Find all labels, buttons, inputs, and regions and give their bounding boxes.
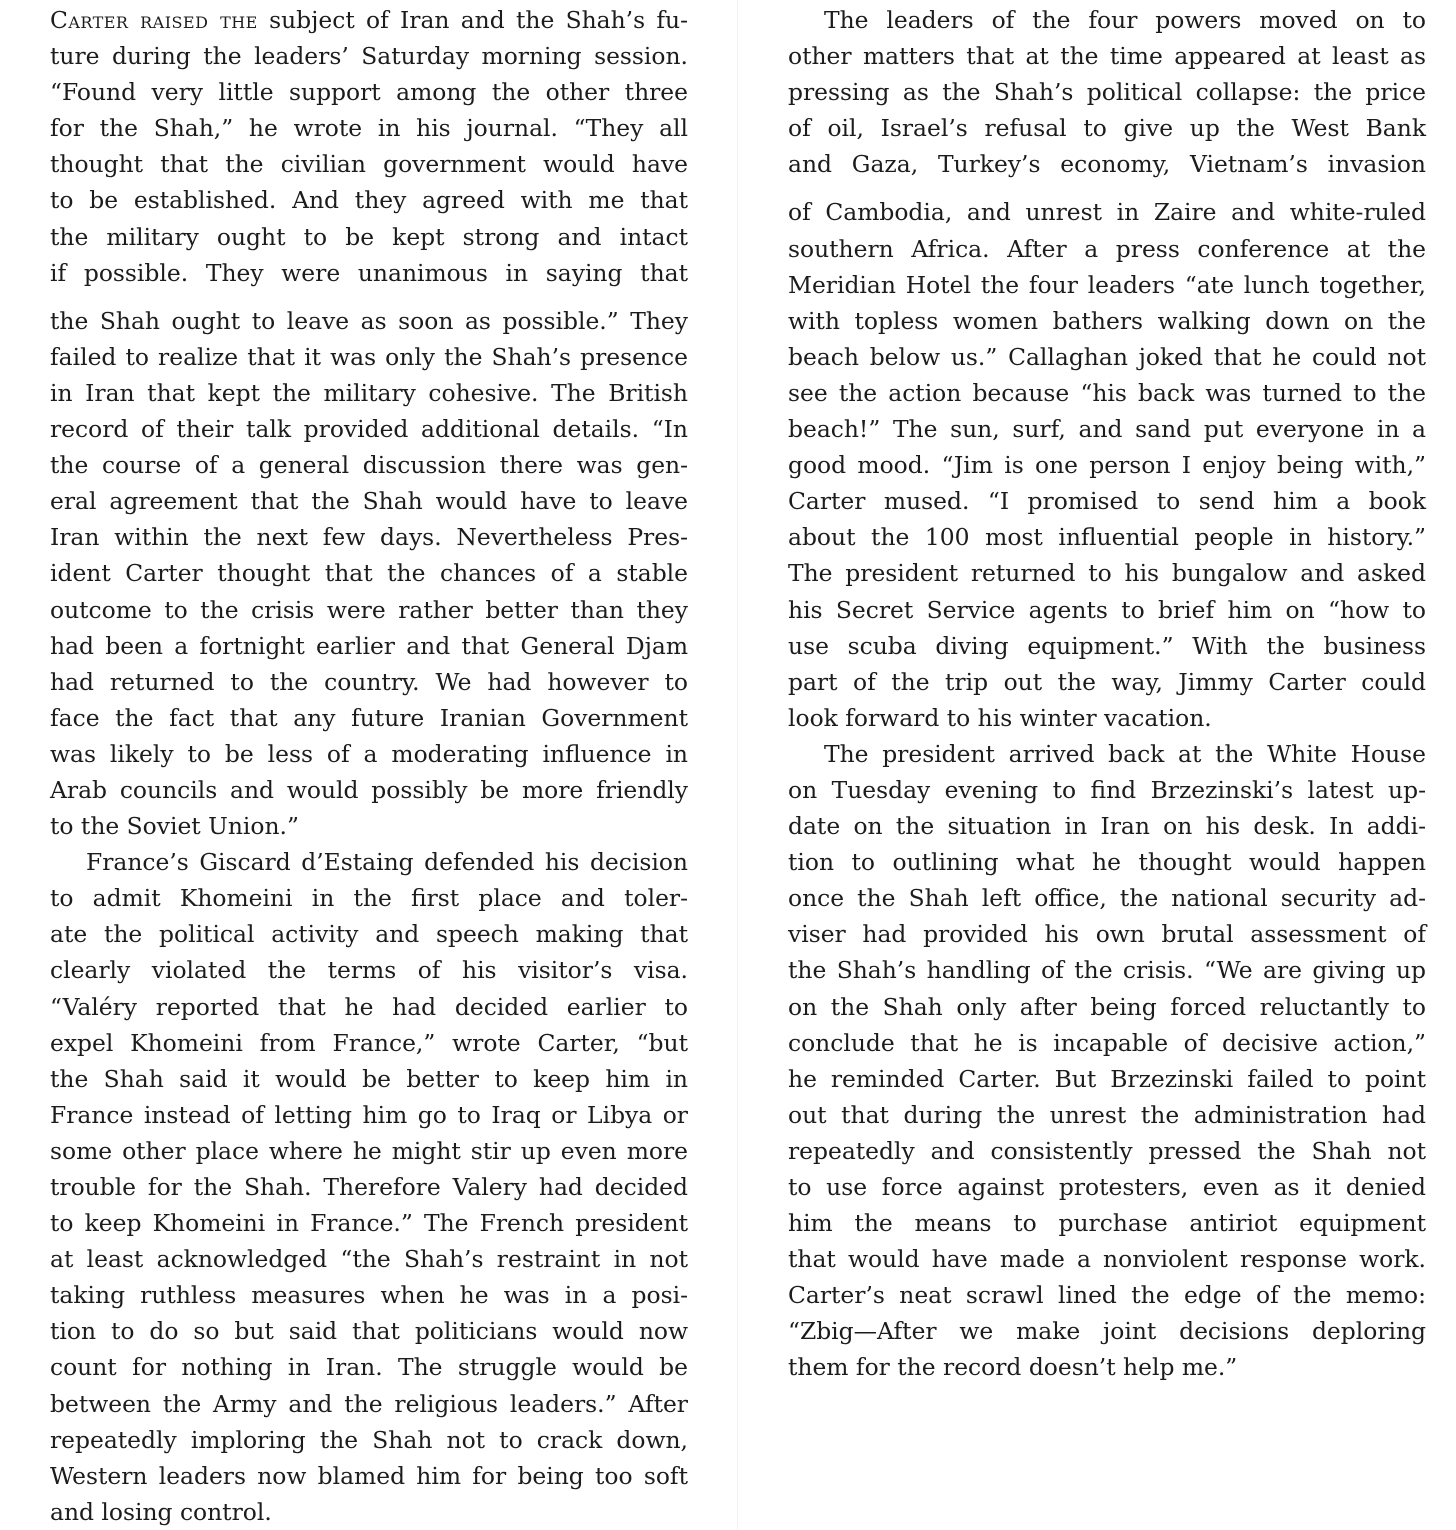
left-paragraph-1 [50,2,688,844]
text-line: tion to do so but said that politicians would now [50,1317,688,1346]
text-line: Carter raised the subject of Iran and the Shah’s fu- [50,6,689,34]
text-line: had returned to the country. We had however to [50,667,688,696]
text-line: part of the trip out the way, Jimmy Carter could [788,667,1426,696]
text-line: to be established. And they agreed with me that [50,186,688,215]
text-line: Carter mused. “I promised to send him a book [788,487,1426,516]
text-line: had been a fortnight earlier and that General Djam [50,631,688,660]
text-line: look forward to his winter vacation. [788,703,1212,732]
text-line: was likely to be less of a moderating influence in [50,739,688,768]
small-caps-lead-in: Carter raised the [50,6,258,34]
text-line: the course of a general discussion there was gen- [50,451,688,480]
text-line: clearly violated the terms of his visitor’s visa. [50,956,688,985]
text-line: trouble for the Shah. Therefore Valery had decided [50,1173,688,1201]
text-line: outcome to the crisis were rather better than they [50,595,688,624]
text-line: count for nothing in Iran. The struggle would be [50,1353,688,1382]
text-line: and losing control. [50,1497,272,1526]
text-line: with topless women bathers walking down on the [788,306,1426,335]
text-line: about the 100 most influential people in history.” [788,523,1426,552]
left-paragraph-2 [50,844,688,1530]
right-paragraph-2 [788,736,1426,1386]
text-line: “Found very little support among the other three [50,78,688,107]
text-line: on the Shah only after being forced reluctantly to [788,992,1426,1021]
text-line: once the Shah left office, the national security ad- [788,884,1426,913]
left-column [50,2,688,1530]
text-line: pressing as the Shah’s political collapse: the price [788,78,1426,107]
text-line: use scuba diving equipment.” With the business [788,631,1426,660]
text-line: of Cambodia, and unrest in Zaire and white-ruled [788,198,1426,227]
text-line: ident Carter thought that the chances of a stable [50,559,688,588]
text-line: other matters that at the time appeared at least as [788,42,1426,71]
text-line: Carter’s neat scrawl lined the edge of the memo: [788,1281,1426,1310]
text-line: and Gaza, Turkey’s economy, Vietnam’s invasion [788,150,1426,179]
text-line: southern Africa. After a press conference at the [788,234,1426,263]
text-line: expel Khomeini from France,” wrote Carter, “but [50,1028,688,1057]
text-line: The president returned to his bungalow and asked [788,559,1426,588]
text-line: France’s Giscard d’Estaing defended his decision [86,848,688,877]
text-line: for the Shah,” he wrote in his journal. “They all [50,114,688,143]
text-line: viser had provided his own brutal assessment of [788,920,1426,949]
text-line: the Shah’s handling of the crisis. “We are giving up [788,956,1426,985]
text-line: repeatedly and consistently pressed the Shah not [788,1136,1426,1165]
text-line: face the fact that any future Iranian Government [50,703,688,732]
column-gutter [737,0,738,1529]
text-line: The leaders of the four powers moved on to [824,6,1426,34]
text-line: to keep Khomeini in France.” The French president [50,1209,688,1238]
text-line: some other place where he might stir up even more [50,1136,688,1165]
text-line: beach below us.” Callaghan joked that he could not [788,342,1426,371]
text-line: taking ruthless measures when he was in a posi- [50,1281,688,1310]
text-line: his Secret Service agents to brief him on “how to [788,595,1426,624]
text-line: eral agreement that the Shah would have to leave [50,487,688,516]
text-line: out that during the unrest the administration had [788,1100,1426,1129]
text-line: France instead of letting him go to Iraq or Libya or [50,1100,688,1129]
text-line: beach!” The sun, surf, and sand put everyone in a [788,415,1426,444]
text-line: at least acknowledged “the Shah’s restraint in not [50,1245,688,1274]
text-line: Meridian Hotel the four leaders “ate lunch together, [788,270,1426,299]
text-line: between the Army and the religious leaders.” After [50,1389,688,1418]
text-line: to admit Khomeini in the first place and toler- [50,884,688,913]
text-line: thought that the civilian government would have [50,150,688,179]
text-line: record of their talk provided additional details. “In [50,415,688,444]
text-line: date on the situation in Iran on his desk. In addi- [788,812,1426,841]
text-line: the Shah said it would be better to keep him in [50,1064,688,1093]
text-line: that would have made a nonviolent response work. [788,1245,1426,1274]
text-line: to the Soviet Union.” [50,812,299,841]
text-line: Western leaders now blamed him for being too soft [50,1461,688,1490]
right-column [788,2,1426,1386]
text-line: The president arrived back at the White House [824,739,1426,768]
text-line: good mood. “Jim is one person I enjoy being with,” [788,451,1426,480]
text-line: failed to realize that it was only the Shah’s presence [50,342,688,371]
text-line: Arab councils and would possibly be more friendly [50,775,688,804]
text-line: “Valéry reported that he had decided earlier to [50,992,688,1021]
text-line: him the means to purchase antiriot equipment [788,1209,1426,1238]
text-line: if possible. They were unanimous in saying that [50,258,688,287]
text-line: conclude that he is incapable of decisive action,” [788,1028,1426,1057]
text-line: in Iran that kept the military cohesive. The British [50,378,688,407]
text-line: ate the political activity and speech making that [50,920,688,949]
text-line: see the action because “his back was turned to the [788,378,1426,407]
text-line: the military ought to be kept strong and intact [50,222,688,251]
text-line: Iran within the next few days. Nevertheless Pres- [50,523,688,552]
text-line: “Zbig—After we make joint decisions deploring [788,1317,1426,1346]
text-line: repeatedly imploring the Shah not to crack down, [50,1425,688,1454]
text-line: tion to outlining what he thought would happen [788,848,1426,877]
text-line: them for the record doesn’t help me.” [788,1353,1238,1382]
text-line: of oil, Israel’s refusal to give up the West Bank [788,114,1426,143]
right-paragraph-1 [788,2,1426,736]
text-line: he reminded Carter. But Brzezinski failed to point [788,1064,1426,1093]
text-line: on Tuesday evening to find Brzezinski’s latest up- [788,775,1426,804]
text-line: to use force against protesters, even as it denied [788,1173,1426,1201]
text-line: the Shah ought to leave as soon as possible.” They [50,306,688,335]
text-line: ture during the leaders’ Saturday morning session. [50,42,688,71]
